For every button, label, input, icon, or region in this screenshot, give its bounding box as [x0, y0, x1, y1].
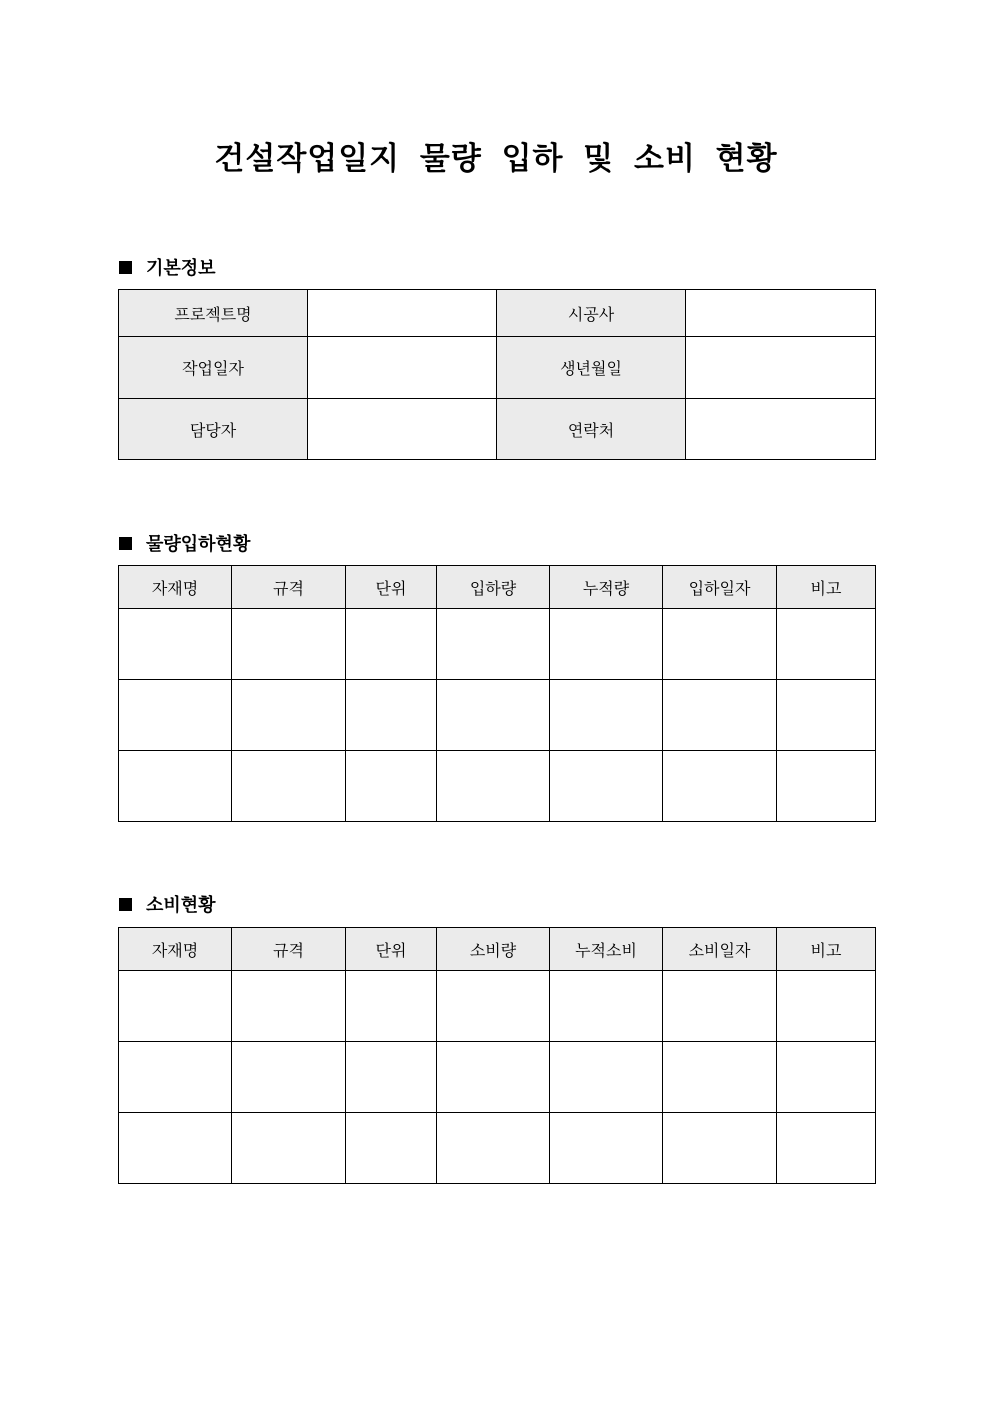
- table-cell[interactable]: [119, 1042, 232, 1113]
- table-cell[interactable]: [663, 680, 777, 751]
- column-header: 누적소비: [550, 928, 663, 971]
- table-cell[interactable]: [550, 1042, 663, 1113]
- table-row: [119, 1113, 876, 1184]
- table-row: [119, 680, 876, 751]
- table-cell[interactable]: [232, 609, 346, 680]
- field-value-contact[interactable]: [686, 399, 876, 460]
- table-row: [119, 1042, 876, 1113]
- table-cell[interactable]: [346, 1113, 437, 1184]
- table-cell[interactable]: [437, 609, 550, 680]
- field-label-birth-date: 생년월일: [497, 337, 686, 399]
- section-heading-consumption: [119, 891, 216, 917]
- table-cell[interactable]: [346, 1042, 437, 1113]
- table-row: [119, 751, 876, 822]
- table-cell[interactable]: [777, 751, 876, 822]
- field-value-manager[interactable]: [308, 399, 497, 460]
- table-cell[interactable]: [550, 751, 663, 822]
- column-header: 입하량: [437, 566, 550, 609]
- document-title: 건설작업일지 물량 입하 및 소비 현황: [214, 141, 778, 177]
- field-value-work-date[interactable]: [308, 337, 497, 399]
- field-label-project-name: 프로젝트명: [119, 290, 308, 337]
- table-cell[interactable]: [550, 1113, 663, 1184]
- basic-info-table: [118, 289, 876, 460]
- table-cell[interactable]: [346, 609, 437, 680]
- column-header: 자재명: [119, 928, 232, 971]
- table-cell[interactable]: [437, 1042, 550, 1113]
- table-cell[interactable]: [437, 971, 550, 1042]
- column-header: 규격: [232, 928, 346, 971]
- section-heading-label: 소비현황: [146, 895, 216, 916]
- table-cell[interactable]: [663, 609, 777, 680]
- table-row: [119, 609, 876, 680]
- column-header: 비고: [777, 566, 876, 609]
- table-cell[interactable]: [550, 609, 663, 680]
- square-bullet-icon: [119, 537, 132, 550]
- table-cell[interactable]: [346, 971, 437, 1042]
- table-cell[interactable]: [232, 971, 346, 1042]
- table-cell[interactable]: [119, 680, 232, 751]
- column-header: 누적량: [550, 566, 663, 609]
- table-cell[interactable]: [119, 1113, 232, 1184]
- intake-table: [118, 565, 876, 822]
- table-cell[interactable]: [437, 680, 550, 751]
- table-row: [119, 337, 876, 399]
- table-row: [119, 971, 876, 1042]
- square-bullet-icon: [119, 898, 132, 911]
- table-cell[interactable]: [232, 1042, 346, 1113]
- section-heading-intake: [119, 530, 250, 556]
- column-header: 입하일자: [663, 566, 777, 609]
- table-cell[interactable]: [777, 680, 876, 751]
- table-cell[interactable]: [777, 1042, 876, 1113]
- section-heading-label: 기본정보: [146, 258, 216, 279]
- section-heading-label: 물량입하현황: [146, 534, 251, 555]
- field-value-birth-date[interactable]: [686, 337, 876, 399]
- table-cell[interactable]: [232, 680, 346, 751]
- field-label-contact: 연락처: [497, 399, 686, 460]
- field-label-work-date: 작업일자: [119, 337, 308, 399]
- table-cell[interactable]: [777, 609, 876, 680]
- field-value-contractor[interactable]: [686, 290, 876, 337]
- column-header: 단위: [346, 928, 437, 971]
- column-header: 소비량: [437, 928, 550, 971]
- table-cell[interactable]: [232, 751, 346, 822]
- table-cell[interactable]: [663, 971, 777, 1042]
- column-header: 소비일자: [663, 928, 777, 971]
- table-cell[interactable]: [119, 751, 232, 822]
- table-cell[interactable]: [663, 1042, 777, 1113]
- table-header-row: [119, 928, 876, 971]
- table-cell[interactable]: [437, 751, 550, 822]
- square-bullet-icon: [119, 261, 132, 274]
- table-cell[interactable]: [663, 1113, 777, 1184]
- column-header: 자재명: [119, 566, 232, 609]
- table-cell[interactable]: [777, 1113, 876, 1184]
- table-cell[interactable]: [232, 1113, 346, 1184]
- column-header: 비고: [777, 928, 876, 971]
- table-cell[interactable]: [437, 1113, 550, 1184]
- column-header: 규격: [232, 566, 346, 609]
- table-header-row: [119, 566, 876, 609]
- field-value-project-name[interactable]: [308, 290, 497, 337]
- table-cell[interactable]: [346, 751, 437, 822]
- table-cell[interactable]: [119, 609, 232, 680]
- section-heading-basic-info: [119, 254, 216, 280]
- column-header: 단위: [346, 566, 437, 609]
- table-cell[interactable]: [777, 971, 876, 1042]
- consumption-table: [118, 927, 876, 1184]
- table-cell[interactable]: [119, 971, 232, 1042]
- table-row: [119, 399, 876, 460]
- table-cell[interactable]: [550, 680, 663, 751]
- table-row: [119, 290, 876, 337]
- table-cell[interactable]: [346, 680, 437, 751]
- table-cell[interactable]: [550, 971, 663, 1042]
- field-label-contractor: 시공사: [497, 290, 686, 337]
- field-label-manager: 담당자: [119, 399, 308, 460]
- table-cell[interactable]: [663, 751, 777, 822]
